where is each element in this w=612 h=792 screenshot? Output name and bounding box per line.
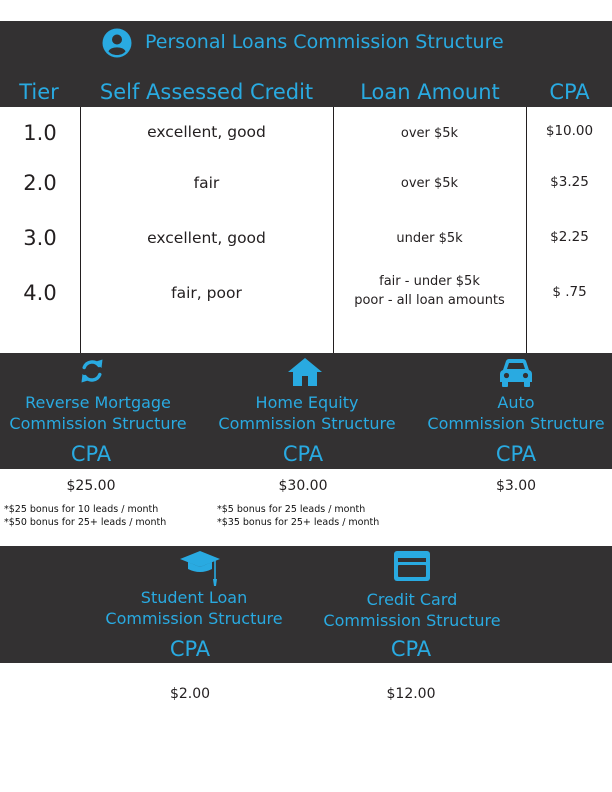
tier-value: 2.0: [23, 171, 57, 195]
home-icon: [287, 357, 323, 387]
auto-cpa-value: $3.00: [495, 478, 537, 494]
car-icon: [499, 357, 533, 389]
graduation-cap-icon: [178, 549, 222, 589]
column-header-cpa: CPA: [549, 80, 590, 104]
home-equity-cpa-label: CPA: [282, 442, 324, 466]
loan-amount-value: under $5k: [396, 231, 463, 246]
bonus-note: *$5 bonus for 25 leads / month: [217, 504, 366, 515]
bonus-note: *$50 bonus for 25+ leads / month: [4, 517, 167, 528]
credit-card-icon: [393, 550, 431, 582]
credit-card-cpa-label: CPA: [390, 637, 432, 661]
column-header-loan-amount: Loan Amount: [360, 80, 500, 104]
reverse-mortgage-cpa-label: CPA: [70, 442, 112, 466]
credit-value: fair: [193, 174, 220, 192]
auto-subtitle: Commission Structure: [427, 414, 605, 433]
refresh-icon: [78, 356, 106, 386]
auto-cpa-label: CPA: [495, 442, 537, 466]
loan-amount-value: over $5k: [400, 126, 459, 141]
credit-value: fair, poor: [171, 284, 242, 302]
reverse-mortgage-title: Reverse Mortgage: [25, 393, 171, 412]
home-equity-cpa-value: $30.00: [278, 478, 328, 494]
tier-value: 3.0: [23, 226, 57, 250]
cpa-value: $10.00: [545, 123, 594, 139]
student-loan-cpa-value: $2.00: [169, 686, 211, 702]
home-equity-subtitle: Commission Structure: [218, 414, 396, 433]
credit-value: excellent, good: [147, 229, 266, 247]
credit-card-title: Credit Card: [366, 590, 458, 609]
person-icon: [102, 28, 132, 58]
cpa-value: $2.25: [550, 229, 589, 245]
cpa-value: $ .75: [552, 284, 587, 300]
reverse-mortgage-cpa-value: $25.00: [66, 478, 116, 494]
reverse-mortgage-subtitle: Commission Structure: [9, 414, 187, 433]
credit-card-subtitle: Commission Structure: [323, 611, 501, 630]
bonus-note: *$35 bonus for 25+ leads / month: [217, 517, 380, 528]
column-divider: [333, 107, 334, 353]
loan-amount-value: fair - under $5k: [379, 274, 480, 289]
bonus-note: *$25 bonus for 10 leads / month: [4, 504, 159, 515]
credit-card-cpa-value: $12.00: [386, 686, 436, 702]
credit-value: excellent, good: [147, 123, 266, 141]
personal-loans-title: Personal Loans Commission Structure: [145, 31, 504, 53]
column-header-tier: Tier: [19, 80, 59, 104]
loan-amount-value: poor - all loan amounts: [354, 293, 505, 308]
loan-amount-value: over $5k: [400, 176, 459, 191]
auto-title: Auto: [497, 393, 535, 412]
cpa-value: $3.25: [550, 174, 589, 190]
home-equity-title: Home Equity: [255, 393, 359, 412]
student-loan-cpa-label: CPA: [169, 637, 211, 661]
column-header-credit: Self Assessed Credit: [99, 80, 314, 104]
student-loan-title: Student Loan: [140, 588, 248, 607]
student-loan-subtitle: Commission Structure: [105, 609, 283, 628]
section-header: [0, 546, 612, 663]
tier-value: 1.0: [23, 121, 57, 145]
tier-value: 4.0: [23, 281, 57, 305]
